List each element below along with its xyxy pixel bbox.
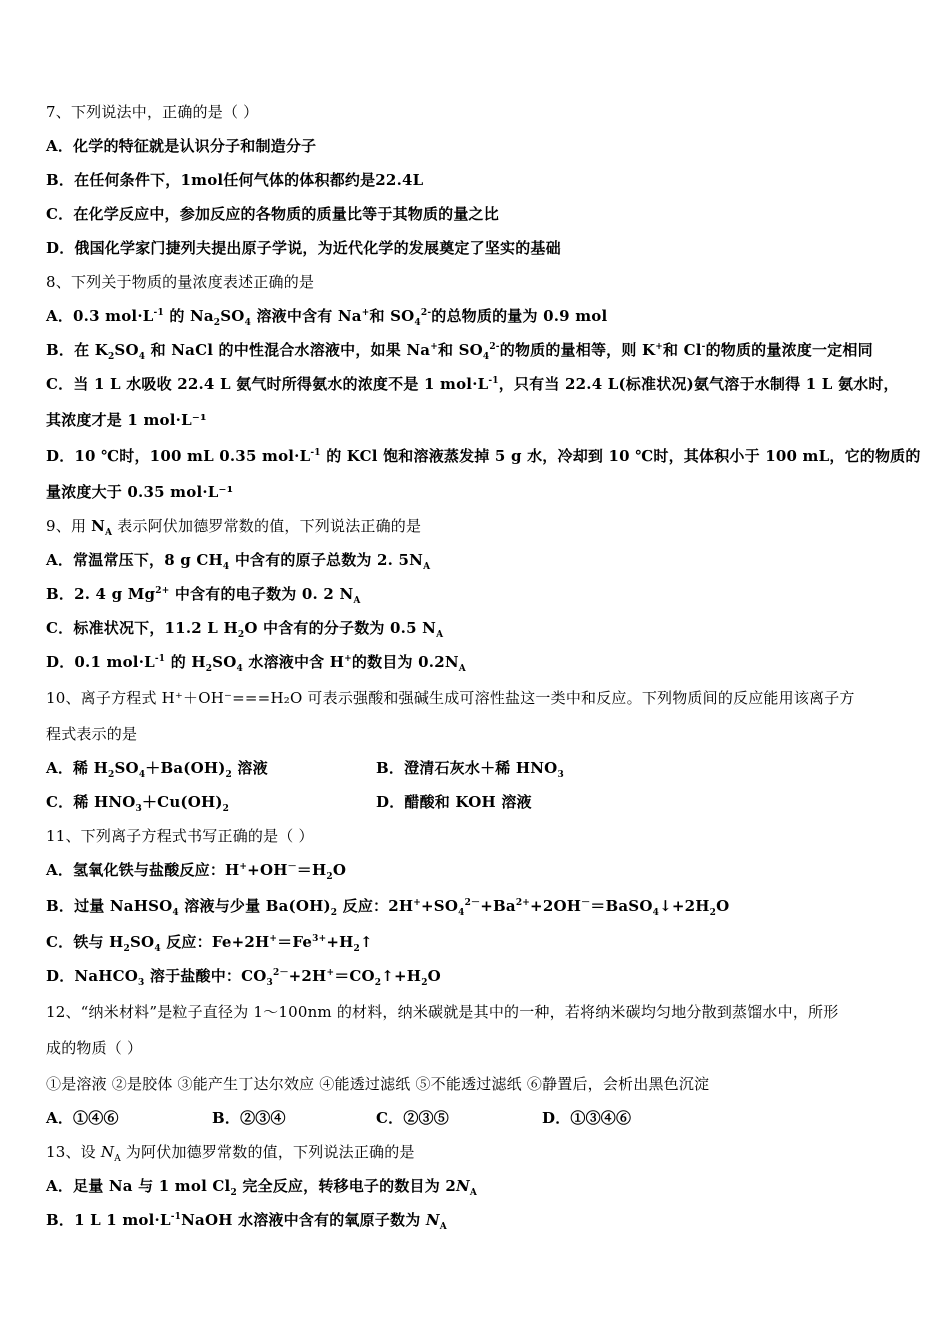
- q8-option-d: D．10 ℃时，100 mL 0.35 $mol\cdot L^{-1}$ 的 KCl 饱和溶液蒸发掉 5 g 水，冷却到 10 ℃时，其体积小于 100 mL，它的物质的: [46, 447, 921, 465]
- q10-options-row-2: C．稀 $HNO_3+Cu(OH)_2$ D．醋酸和 KOH 溶液: [46, 793, 532, 814]
- q8-option-d-continued: 量浓度大于 0.35 mol·L⁻¹: [46, 483, 234, 501]
- question-13: 13、设 $N_A$ 为阿伏加德罗常数的值，下列说法正确的是: [46, 1143, 415, 1164]
- q7-option-a: A．化学的特征就是认识分子和制造分子: [46, 137, 317, 155]
- q11-option-c: C．铁与 $H_2SO_4$ 反应：$Fe+2H^+=Fe^{3+}+H_2↑$: [46, 933, 373, 954]
- question-9: 9、用 $N_A$ 表示阿伏加德罗常数的值，下列说法正确的是: [46, 517, 422, 538]
- q8-option-b: B．在 $K_2SO_4$ 和 NaCl 的中性混合水溶液中，如果 Na+和 $SO_4^{2-}$的物质的量相等，则 K+和 Cl-的物质的量浓度一定相同: [46, 341, 873, 362]
- question-12: 12、“纳米材料”是粒子直径为 1～100nm 的材料，纳米碳就是其中的一种，若将纳米碳均匀地分散到蒸馏水中，所形: [46, 1003, 839, 1021]
- q11-option-a: A．氢氧化铁与盐酸反应：$H^++OH^-=H_2O$: [46, 861, 347, 882]
- question-11: 11、下列离子方程式书写正确的是（ ）: [46, 827, 314, 845]
- q12-option-c: C．②③⑤: [376, 1109, 449, 1127]
- q9-option-d: D．0.1 $mol\cdot L^{-1}$ 的 $H_2SO_4$ 水溶液中含 H+的数目为 $0.2N_A$: [46, 653, 466, 674]
- question-10: 10、离子方程式 H⁺＋OH⁻===H₂O 可表示强酸和强碱生成可溶性盐这一类中和反应。下列物质间的反应能用该离子方: [46, 689, 855, 707]
- q11-option-b: B．过量 NaHSO$_4$ 溶液与少量 $Ba(OH)_2$ 反应：$2H^++SO_4^{2-}+Ba^{2+}+2OH^-=BaSO_4↓+2H_2O$: [46, 897, 730, 918]
- question-8: 8、下列关于物质的量浓度表述正确的是: [46, 273, 315, 291]
- q7-option-d: D．俄国化学家门捷列夫提出原子学说，为近代化学的发展奠定了坚实的基础: [46, 239, 561, 257]
- q9-option-c: C．标准状况下，11.2 L $H_2O$ 中含有的分子数为 0.5 $N_A$: [46, 619, 444, 640]
- question-7: 7、下列说法中，正确的是（ ）: [46, 103, 259, 121]
- q9-option-b: B．2. 4 g $Mg^{2+}$ 中含有的电子数为 0. 2 $N_A$: [46, 585, 361, 606]
- question-12-continued: 成的物质（ ）: [46, 1039, 143, 1057]
- q8-option-c: C．当 1 L 水吸收 22.4 L 氨气时所得氨水的浓度不是 1 $mol\cdot L^{-1}$，只有当 22.4 L(标准状况)氨气溶于水制得 1 L 氨水时，: [46, 375, 899, 393]
- q12-statements: ①是溶液 ②是胶体 ③能产生丁达尔效应 ④能透过滤纸 ⑤不能透过滤纸 ⑥静置后，会析出黑色沉淀: [46, 1075, 710, 1093]
- q12-options: [46, 1108, 906, 1128]
- q9-option-a: A．常温常压下，8 g $CH_4$ 中含有的原子总数为 2. $5N_A$: [46, 551, 431, 572]
- q7-option-b: B．在任何条件下，1mol任何气体的体积都约是22.4L: [46, 171, 424, 189]
- q10-options-row-1: A．稀 $H_2SO_4+Ba(OH)_2$ 溶液 B．澄清石灰水＋稀 $HNO_3$: [46, 759, 564, 780]
- q12-option-d: D．①③④⑥: [542, 1109, 632, 1127]
- q8-option-c-continued: 其浓度才是 1 mol·L⁻¹: [46, 411, 207, 429]
- question-10-continued: 程式表示的是: [46, 725, 138, 743]
- q12-option-b: B．②③④: [212, 1109, 286, 1127]
- q8-option-a: A．0.3 $mol\cdot L^{-1}$ 的 $Na_2SO_4$ 溶液中含有 Na+和 $SO_4^{2-}$的总物质的量为 0.9 mol: [46, 307, 608, 328]
- q12-option-a: A．①④⑥: [46, 1109, 119, 1127]
- q13-option-a: A．足量 Na 与 1 mol $Cl_2$ 完全反应，转移电子的数目为 $2N_A$: [46, 1177, 478, 1198]
- q11-option-d: D．NaHCO$_3$ 溶于盐酸中：$CO_3^{2-}+2H^+=CO_2↑+H_2O$: [46, 967, 441, 988]
- q13-option-b: B．1 L 1 $mol\cdot L^{-1}NaOH$ 水溶液中含有的氧原子数为 $N_A$: [46, 1211, 447, 1232]
- q7-option-c: C．在化学反应中，参加反应的各物质的质量比等于其物质的量之比: [46, 205, 499, 223]
